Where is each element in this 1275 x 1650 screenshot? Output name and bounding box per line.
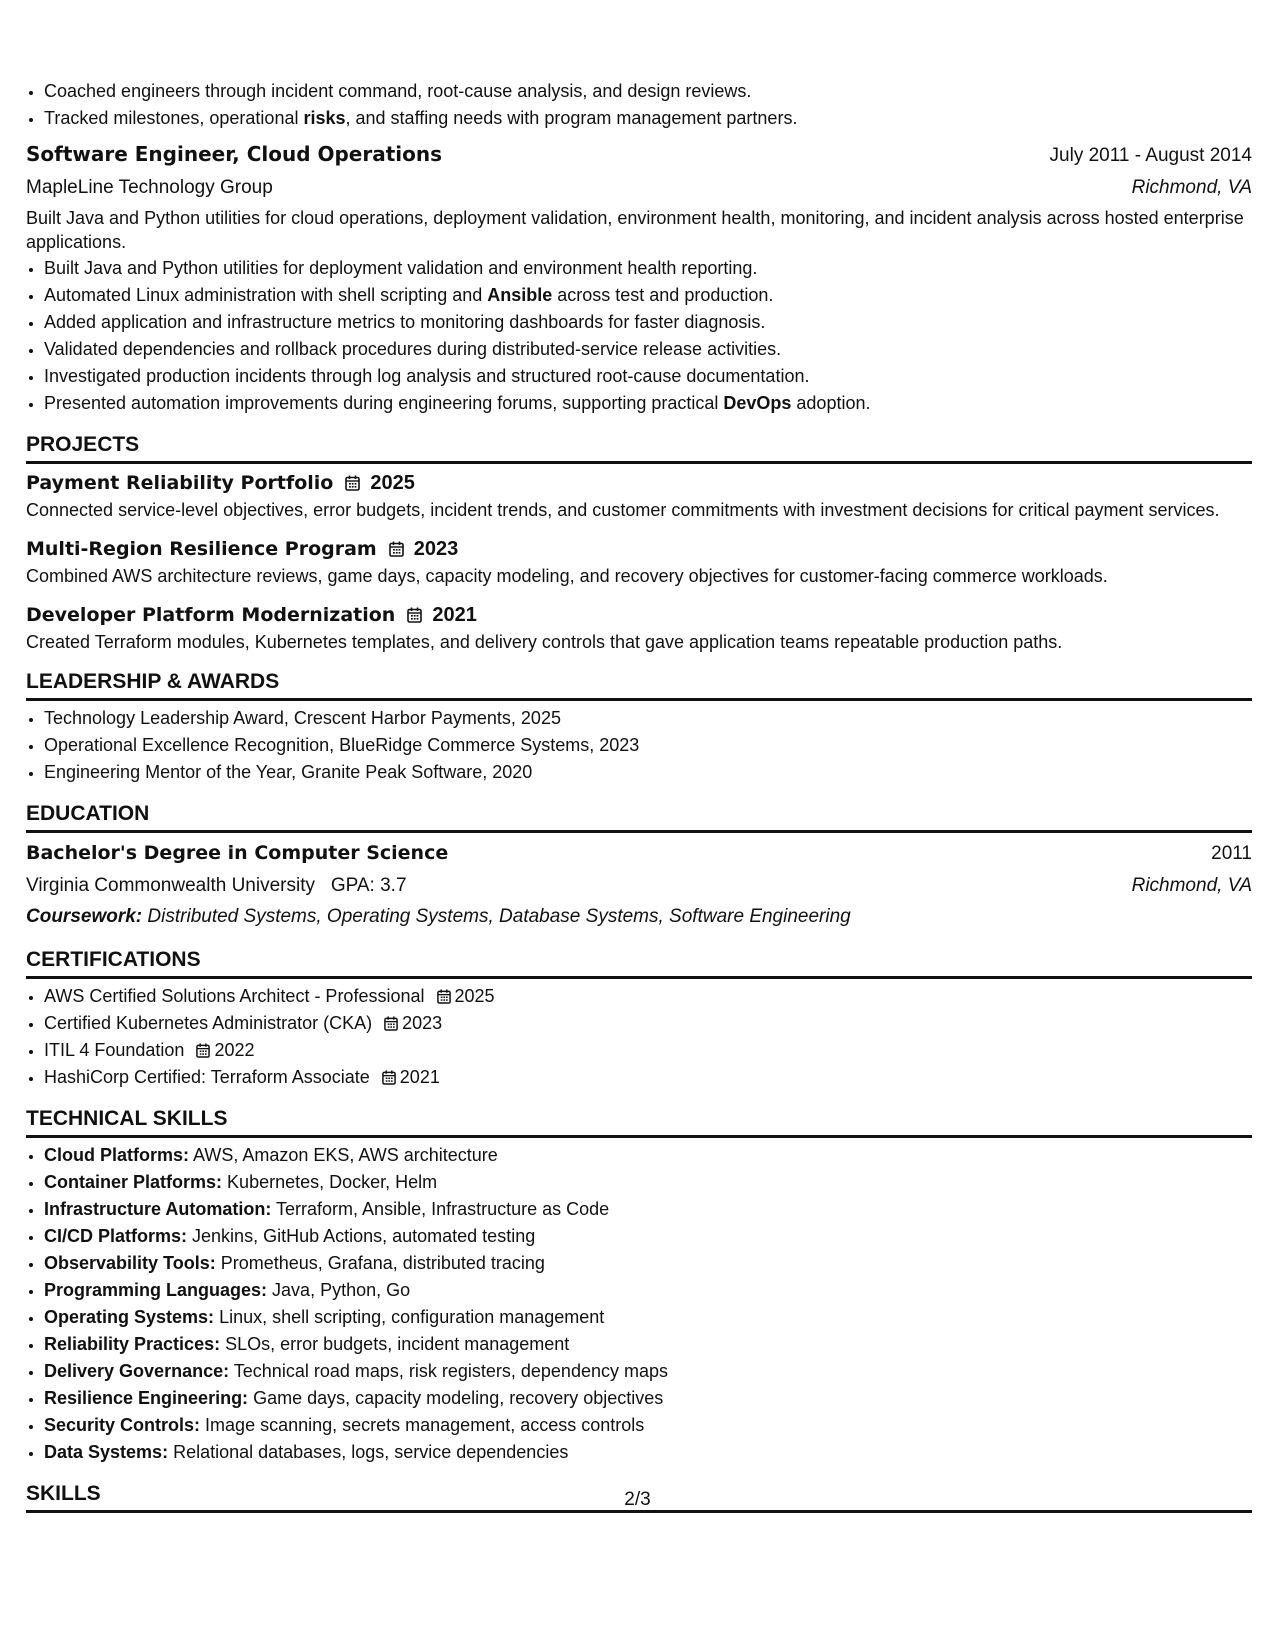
cert-year: 2021: [399, 1067, 440, 1087]
calendar-icon: [437, 989, 451, 1004]
project-name: Multi-Region Resilience Program: [26, 538, 377, 560]
list-item: [44, 1037, 1252, 1064]
skill-value: Image scanning, secrets management, access controls: [205, 1415, 645, 1435]
resume-page: [26, 78, 1252, 1517]
project-description: Connected service-level objectives, error budgets, incident trends, and customer commitments with investment decisions for critical payment services.: [26, 500, 1220, 520]
list-item: • Automated Linux administration with shell scripting and Ansible across test and production.: [44, 282, 1252, 309]
project-description: Created Terraform modules, Kubernetes templates, and delivery controls that gave application teams repeatable production paths.: [26, 632, 1063, 652]
skill-label: Resilience Engineering:: [44, 1388, 249, 1408]
page-number: 2/3: [624, 1489, 651, 1510]
skill-value: Relational databases, logs, service dependencies: [173, 1442, 569, 1462]
section-heading: SKILLS: [26, 1480, 1252, 1513]
list-item: [44, 1142, 1252, 1169]
project-year: 2021: [432, 604, 477, 626]
cert-year: 2023: [402, 1013, 443, 1033]
list-item: [44, 1223, 1252, 1250]
list-item: [44, 1358, 1252, 1385]
list-item: • Added application and infrastructure metrics to monitoring dashboards for faster diagnosis.: [44, 309, 1252, 336]
education-section: [26, 800, 1252, 932]
list-item: • Presented automation improvements during engineering forums, supporting practical DevOps adoption.: [44, 390, 1252, 417]
list-item: • Built Java and Python utilities for deployment validation and environment health reporting.: [44, 255, 1252, 282]
project-year: 2023: [413, 538, 459, 560]
list-item: [44, 1196, 1252, 1223]
coursework-list: Distributed Systems, Operating Systems, Database Systems, Software Engineering: [147, 906, 851, 927]
list-item: • Technology Leadership Award, Crescent Harbor Payments, 2025: [44, 705, 1252, 732]
skill-label: Container Platforms:: [44, 1172, 223, 1192]
project-entry: [26, 468, 1252, 522]
list-item: • Operational Excellence Recognition, BlueRidge Commerce Systems, 2023: [44, 732, 1252, 759]
cert-year: 2022: [214, 1040, 255, 1060]
skill-label: Data Systems:: [44, 1442, 169, 1462]
skill-label: Reliability Practices:: [44, 1334, 221, 1354]
role-title: Software Engineer, Cloud Operations: [26, 142, 443, 166]
calendar-icon: [382, 1070, 396, 1085]
skill-label: Operating Systems:: [44, 1307, 215, 1327]
list-item: [44, 1439, 1252, 1466]
certifications-section: [26, 946, 1252, 1091]
cert-year: 2025: [454, 986, 495, 1006]
company-name: MapleLine Technology Group: [26, 177, 273, 198]
skill-value: Technical road maps, risk registers, dependency maps: [233, 1361, 668, 1381]
cert-name: HashiCorp Certified: Terraform Associate: [44, 1067, 370, 1087]
skill-label: CI/CD Platforms:: [44, 1226, 188, 1246]
list-item: [44, 1412, 1252, 1439]
project-name: Payment Reliability Portfolio: [26, 472, 334, 494]
list-item: [44, 1277, 1252, 1304]
calendar-icon: [407, 607, 422, 623]
cert-name: ITIL 4 Foundation: [44, 1040, 185, 1060]
leadership-section: [26, 668, 1252, 786]
list-item: [44, 1250, 1252, 1277]
list-item: • Investigated production incidents through log analysis and structured root-cause documentation.: [44, 363, 1252, 390]
skill-label: Programming Languages:: [44, 1280, 268, 1300]
calendar-icon: [345, 475, 360, 491]
projects-section: [26, 431, 1252, 654]
project-entry: [26, 534, 1252, 588]
skill-label: Cloud Platforms:: [44, 1145, 190, 1165]
skill-value: Terraform, Ansible, Infrastructure as Code: [276, 1199, 610, 1219]
list-item: • Coached engineers through incident command, root-cause analysis, and design reviews.: [44, 78, 1252, 105]
list-item: • Engineering Mentor of the Year, Granite Peak Software, 2020: [44, 759, 1252, 786]
skill-value: Prometheus, Grafana, distributed tracing: [220, 1253, 545, 1273]
skill-value: SLOs, error budgets, incident management: [225, 1334, 570, 1354]
coursework: [26, 902, 1252, 932]
list-item: [44, 1304, 1252, 1331]
list-item: • Tracked milestones, operational risks, and staffing needs with program management partners.: [44, 105, 1252, 132]
school-location: Richmond, VA: [1131, 875, 1252, 896]
skill-label: Security Controls:: [44, 1415, 201, 1435]
list-item: [44, 1010, 1252, 1037]
list-item: • Validated dependencies and rollback procedures during distributed-service release activities.: [44, 336, 1252, 363]
role-summary: Built Java and Python utilities for cloud operations, deployment validation, environment health, monitoring, and incident analysis across hosted enterprise applications.: [26, 208, 1244, 252]
role-dates: July 2011 - August 2014: [1049, 145, 1252, 166]
coursework-label: Coursework:: [26, 906, 143, 927]
role-location: Richmond, VA: [1131, 177, 1252, 198]
list-item: [44, 1331, 1252, 1358]
section-heading: EDUCATION: [26, 800, 1252, 833]
section-heading: CERTIFICATIONS: [26, 946, 1252, 979]
role-bullets: [26, 255, 1252, 417]
degree-title: Bachelor's Degree in Computer Science: [26, 842, 449, 864]
skill-value: Linux, shell scripting, configuration management: [219, 1307, 605, 1327]
project-year: 2025: [370, 472, 415, 494]
list-item: [44, 1064, 1252, 1091]
calendar-icon: [389, 541, 404, 557]
section-heading: PROJECTS: [26, 431, 1252, 464]
list-item: [44, 983, 1252, 1010]
school-name: Virginia Commonwealth University: [26, 875, 315, 896]
graduation-year: 2011: [1211, 843, 1252, 864]
skill-value: Jenkins, GitHub Actions, automated testing: [192, 1226, 536, 1246]
section-heading: LEADERSHIP & AWARDS: [26, 668, 1252, 701]
skill-label: Infrastructure Automation:: [44, 1199, 272, 1219]
skill-value: Java, Python, Go: [272, 1280, 411, 1300]
gpa: GPA: 3.7: [330, 875, 407, 896]
skill-value: Kubernetes, Docker, Helm: [227, 1172, 438, 1192]
skill-value: AWS, Amazon EKS, AWS architecture: [193, 1145, 498, 1165]
previous-role-bullets: [26, 78, 1252, 132]
calendar-icon: [384, 1016, 398, 1031]
project-description: Combined AWS architecture reviews, game days, capacity modeling, and recovery objectives for customer-facing commerce workloads.: [26, 566, 1108, 586]
list-item: [44, 1169, 1252, 1196]
section-heading: TECHNICAL SKILLS: [26, 1105, 1252, 1138]
list-item: [44, 1385, 1252, 1412]
experience-entry: [26, 138, 1252, 417]
cert-name: Certified Kubernetes Administrator (CKA): [44, 1013, 373, 1033]
skill-label: Observability Tools:: [44, 1253, 216, 1273]
project-entry: [26, 600, 1252, 654]
cert-name: AWS Certified Solutions Architect - Professional: [44, 986, 425, 1006]
skill-label: Delivery Governance:: [44, 1361, 230, 1381]
project-name: Developer Platform Modernization: [26, 604, 396, 626]
technical-skills-section: [26, 1105, 1252, 1466]
skill-value: Game days, capacity modeling, recovery objectives: [253, 1388, 664, 1408]
calendar-icon: [196, 1043, 210, 1058]
